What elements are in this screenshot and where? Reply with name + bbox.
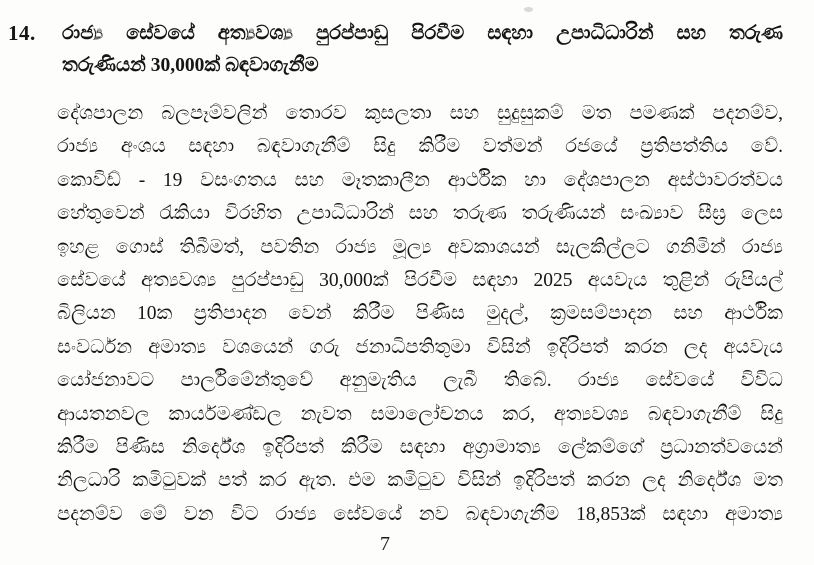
body-line: කොවිඩ් - 19 වසංගතය සහ මෑතකාලීන ආර්ථික හා දේශපාලන අස්ථාවරත්වය bbox=[57, 169, 783, 191]
body-line: පදනම්ව මේ වන විට රාජ්‍ය සේවයේ නව බඳවාගැනීම 18,853ක් සඳහා අමාත්‍ය bbox=[57, 503, 783, 525]
body-line: හේතුවෙන් රැකියා විරහිත උපාධිධාරින් සහ තරුණ තරුණියන් සංඛ්‍යාව සීඝ්‍ර ලෙස bbox=[57, 203, 783, 225]
scan-artifact bbox=[524, 7, 533, 12]
body-line: නිලධාරි කමිටුවක් පත් කර ඇත. එම කමිටුව විසින් ඉදිරිපත් කරන ලද නිර්දේශ මත bbox=[57, 470, 783, 492]
page-number: 7 bbox=[380, 533, 390, 555]
body-line: යෝජනාවට පාර්ලිමේන්තුවේ අනුමැතිය ලැබී තිබේ. රාජ්‍ය සේවයේ විවිධ bbox=[57, 370, 783, 392]
body-line: ඉහළ ගොස් තිබීමත්, පවතින රාජ්‍ය මූල්‍ය අවකාශයන් සැලකිල්ලට ගනිමින් රාජ්‍ය bbox=[57, 236, 783, 258]
heading-line-2: තරුණියන් 30,000ක් බඳවාගැනීම bbox=[62, 54, 319, 76]
heading-line-1: රාජ්‍ය සේවයේ අත්‍යවශ්‍ය පුරප්පාඩු පිරවීම සඳහා උපාධිධාරින් සහ තරුණ bbox=[62, 23, 783, 44]
body-line: බිලියන 10ක ප්‍රතිපාදන වෙන් කිරීම පිණිස මුදල්, ක්‍රමසම්පාදන සහ ආර්ථික bbox=[57, 303, 783, 325]
body-line: සංවර්ධන අමාත්‍ය වශයෙන් ගරු ජනාධිපතිතුමා විසින් ඉදිරිපත් කරන ලද අයවැය bbox=[57, 336, 783, 358]
heading-text bbox=[62, 18, 783, 81]
body-line: කිරීම පිණිස නිර්දේශ ඉදිරිපත් කිරීම සඳහා අග්‍රාමාත්‍ය ලේකම්ගේ ප්‍රධානත්වයෙන් bbox=[57, 436, 783, 458]
item-number: 14. bbox=[8, 21, 36, 45]
body-line: දේශපාලන බලපෑම්වලින් තොරව කුසලතා සහ සුදුසුකම් මත පමණක් පදනම්ව, bbox=[57, 103, 783, 124]
body-line: සේවයේ අත්‍යවශ්‍ය පුරප්පාඩු 30,000ක් පිරවීම සඳහා 2025 අයවැය තුළින් රුපියල් bbox=[57, 269, 783, 291]
section-heading bbox=[8, 18, 783, 81]
body-paragraph bbox=[57, 97, 783, 531]
body-line: රාජ්‍ය අංශය සඳහා බඳවාගැනීම් සිදු කිරීම වත්මන් රජයේ ප්‍රතිපත්තිය වේ. bbox=[57, 136, 783, 158]
body-line: ආයතනවල කාර්යමණ්ඩල නැවත සමාලෝචනය කර, අත්‍යවශ්‍ය බඳවාගැනීම් සිදු bbox=[57, 403, 783, 425]
